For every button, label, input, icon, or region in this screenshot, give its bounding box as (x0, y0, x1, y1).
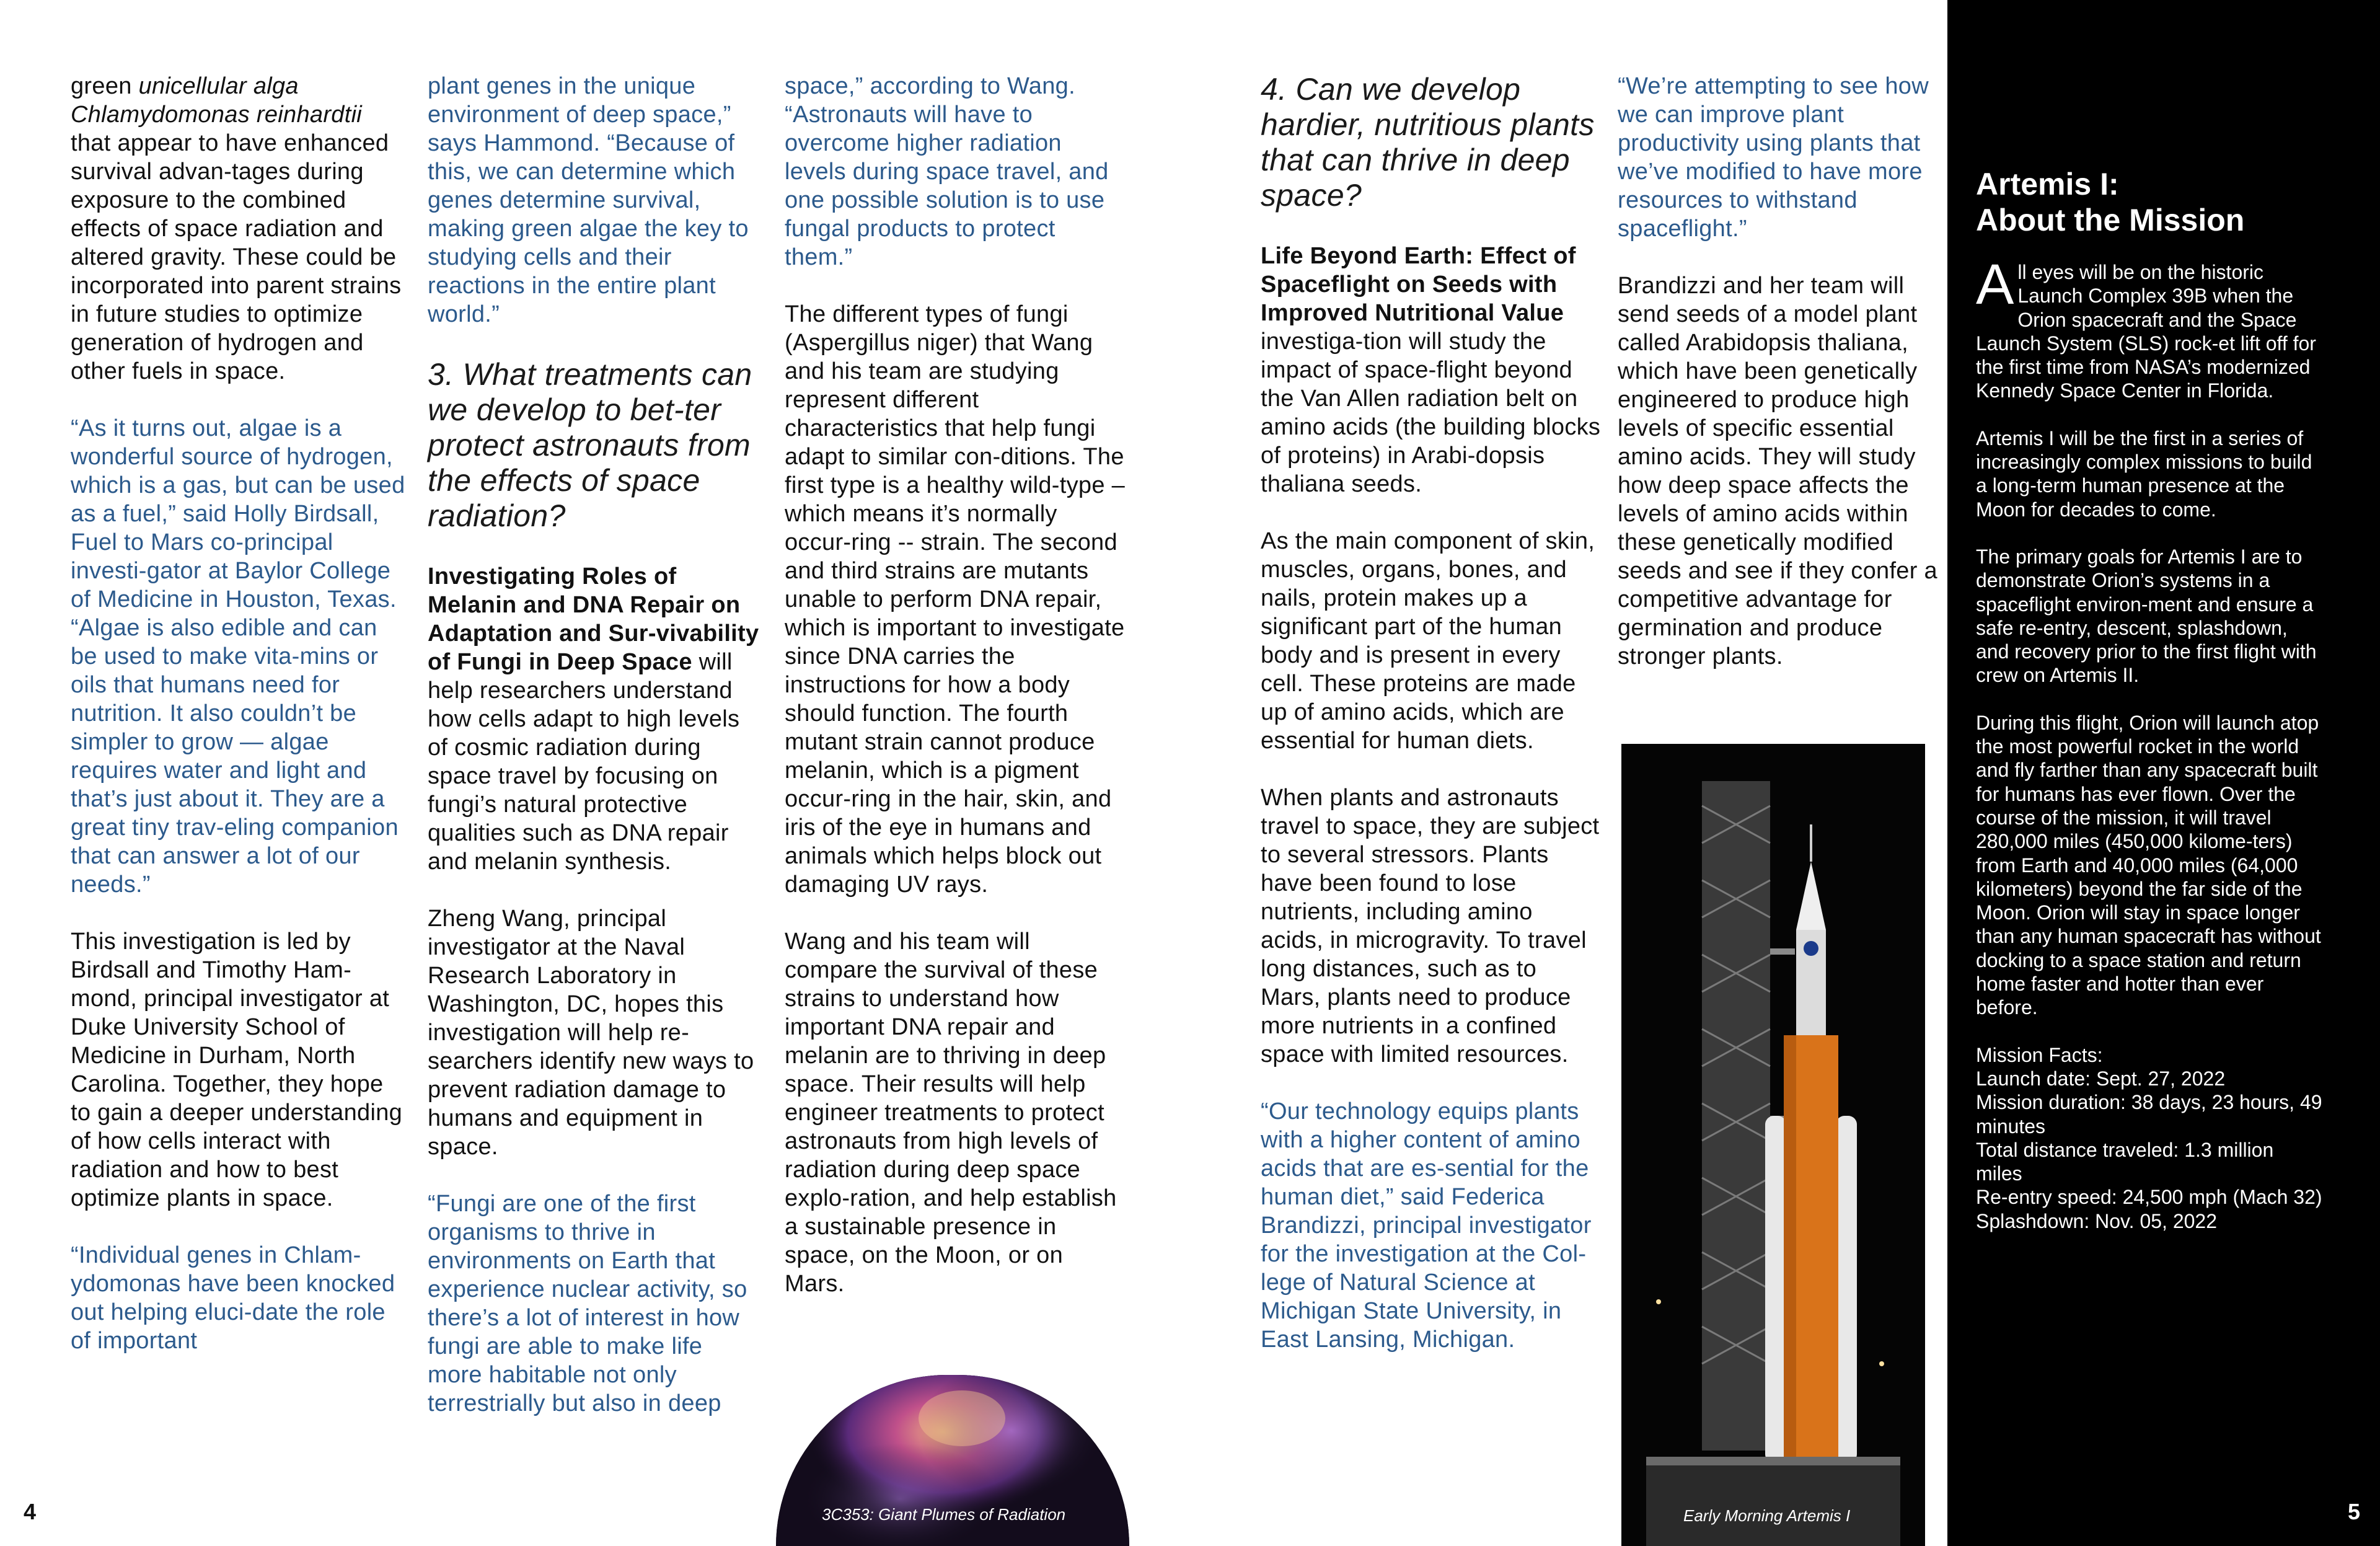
artemis-rocket-image (1621, 744, 1925, 1546)
body-paragraph: Wang and his team will compare the survival of these strains to understand how important DNA repair and melanin are to thriving in deep space. Their results will help engineer treatments to protect astronauts from high levels of radiation during deep space explo-ration, and help establish a sustainable presence in space, on the Moon, or on Mars. (785, 929, 1117, 1297)
quote-paragraph: space,” according to Wang. “Astronauts will have to overcome higher radiation levels during space travel, and one possible solution is to use fungal products to protect them.” (785, 73, 1109, 270)
mission-facts (1976, 1043, 2323, 1233)
artemis-sidebar (1947, 0, 2380, 1546)
mission-facts-title: Mission Facts: (1976, 1043, 2103, 1066)
body-paragraph: green unicellular alga Chlamydomonas reinhardtii that appear to have enhanced survival advan-tages during exposure to the combined effects of space radiation and altered gravity. These could be incorporated into parent strains in future studies to optimize generation of hydrogen and other fuels in space. (71, 73, 402, 384)
body-paragraph: Brandizzi and her team will send seeds of a model plant called Arabidopsis thaliana, which have been genetically engineered to produce high levels of specific essential amino acids. They will study how deep space affects the levels of amino acids within these genetically modified seeds and see if they confer a competitive advantage for germination and produce stronger plants. (1618, 273, 1937, 669)
body-paragraph: This investigation is led by Birdsall and Timothy Ham-mond, principal investigator at Duke University School of Medicine in Durham, North Carolina. Together, they hope to gain a deeper understanding of how cells interact with radiation and how to best optimize plants in space. (71, 929, 403, 1211)
mission-fact: Total distance traveled: 1.3 million miles (1976, 1138, 2274, 1185)
sidebar-paragraph: During this flight, Orion will launch atop the most powerful rocket in the world and fly farther than any spacecraft built for humans has ever flown. Over the course of the mission, it will travel 280,000 miles (450,000 kilome-ters) from Earth and 40,000 miles (64,000 kilometers) beyond the far side of the Moon. Orion will stay in space longer than any human spacecraft has without docking to a space station and return home faster and hotter than ever before. (1976, 711, 2321, 1019)
artemis-rocket-photo (1621, 744, 1925, 1546)
quote-paragraph: plant genes in the unique environment of deep space,” says Hammond. “Because of this, we can determine which genes determine survival, making green algae the key to studying cells and their reactions in the entire plant world.” (428, 73, 749, 327)
mission-fact: Launch date: Sept. 27, 2022 (1976, 1067, 2226, 1090)
sidebar-title: Artemis I: About the Mission (1976, 167, 2245, 237)
radiation-plumes-photo (776, 1375, 1129, 1546)
body-paragraph: Zheng Wang, principal investigator at the Naval Research Laboratory in Washington, DC, hopes this investigation will help re-searchers identify new ways to prevent radiation damage to humans and equipment in space. (428, 906, 754, 1160)
investigation-title: Investigating Roles of Melanin and DNA Repair on Adaptation and Sur-vivability of Fungi in Deep Space (428, 563, 759, 675)
quote-paragraph: “We’re attempting to see how we can improve plant productivity using plants that we’ve modified to have more resources to withstand spaceflight.” (1618, 73, 1929, 242)
column-1 (71, 72, 405, 1355)
page-number-left: 4 (24, 1499, 37, 1524)
quote-paragraph: “Our technology equips plants with a higher content of amino acids that are es-sential for the human diet,” said Federica Brandizzi, principal investigator for the investigation at the Col-lege of Natural Science at Michigan State University, in East Lansing, Michigan. (1261, 1098, 1592, 1353)
species-name: unicellular alga Chlamydomonas reinhardtii (71, 73, 363, 128)
sidebar-paragraph: All eyes will be on the historic Launch Complex 39B when the Orion spacecraft and the Space Launch System (SLS) rock-et lift off for the first time from NASA’s modernized Kennedy Space Center in Florida. (1976, 253, 2316, 402)
body-paragraph: The different types of fungi (Aspergillus niger) that Wang and his team are studying represent different characteristics that help fungi adapt to similar con-ditions. The first type is a healthy wild-type – which means it’s normally occur-ring -- strain. The second and third strains are mutants unable to perform DNA repair, which is important to investigate since DNA carries the instructions for how a body should function. The fourth mutant strain cannot produce melanin, which is a pigment occur-ring in the hair, skin, and iris of the eye in humans and animals which helps block out damaging UV rays. (785, 301, 1126, 898)
drop-cap: A (1976, 253, 2014, 316)
body-paragraph: Investigating Roles of Melanin and DNA Repair on Adaptation and Sur-vivability of Fungi in Deep Space will help researchers understand how cells adapt to high levels of cosmic radiation during space travel by focusing on fungi’s natural protective qualities such as DNA repair and melanin synthesis. (428, 563, 759, 875)
photo-caption: Early Morning Artemis I (1683, 1506, 1851, 1525)
body-paragraph: When plants and astronauts travel to space, they are subject to several stressors. Plants have been found to lose nutrients, including amino acids, in microgravity. To travel long distances, such as to Mars, plants need to produce more nutrients in a confined space with limited resources. (1261, 785, 1600, 1067)
sidebar-paragraph: Artemis I will be the first in a series of increasingly complex missions to build a long-term human presence at the Moon for decades to come. (1976, 426, 2312, 521)
quote-paragraph: “Fungi are one of the first organisms to thrive in environments on Earth that experience nuclear activity, so there’s a lot of interest in how fungi are able to make life more habitable not only terrestrially but also in deep (428, 1191, 747, 1416)
body-paragraph: Life Beyond Earth: Effect of Spaceflight on Seeds with Improved Nutritional Value investiga-tion will study the impact of space-flight beyond the Van Allen radiation belt on amino acids (the building blocks of proteins) in Arabi-dopsis thaliana seeds. (1261, 243, 1601, 497)
column-2 (428, 72, 762, 1418)
section-heading-4: 4. Can we develop hardier, nutritious plants that can thrive in deep space? (1261, 72, 1595, 213)
investigation-title: Life Beyond Earth: Effect of Spaceflight on Seeds with Improved Nutritional Value (1261, 243, 1576, 326)
body-paragraph: As the main component of skin, muscles, organs, bones, and nails, protein makes up a significant part of the human body and is present in every cell. These proteins are made up of amino acids, which are essential for human diets. (1261, 528, 1595, 754)
sidebar-body (1976, 253, 2323, 1233)
mission-fact: Splashdown: Nov. 05, 2022 (1976, 1209, 2217, 1232)
photo-caption: 3C353: Giant Plumes of Radiation (822, 1505, 1066, 1524)
mission-fact: Re-entry speed: 24,500 mph (Mach 32) (1976, 1186, 2322, 1209)
section-heading-3: 3. What treatments can we develop to bet-ter protect astronauts from the effects of space radiation? (428, 357, 752, 533)
column-4 (1261, 72, 1602, 1354)
quote-paragraph: “As it turns out, algae is a wonderful source of hydrogen, which is a gas, but can be used as a fuel,” said Holly Birdsall, Fuel to Mars co-principal investi-gator at Baylor College of Medicine in Houston, Texas. “Algae is also edible and can be used to make vita-mins or oils that humans need for nutrition. It also couldn’t be simpler to grow — algae requires water and light and that’s just about it. They are a great tiny trav-eling companion that can answer a lot of our needs.” (71, 415, 405, 898)
column-5 (1618, 72, 1946, 671)
column-3 (785, 72, 1126, 1298)
page-number-right: 5 (2348, 1499, 2361, 1524)
mission-fact: Mission duration: 38 days, 23 hours, 49 minutes (1976, 1091, 2322, 1137)
sidebar-paragraph: The primary goals for Artemis I are to demonstrate Orion’s systems in a spaceflight environ-ment and ensure a safe re-entry, descent, splashdown, and recovery prior to the first flight with crew on Artemis II. (1976, 545, 2317, 687)
quote-paragraph: “Individual genes in Chlam-ydomonas have been knocked out helping eluci-date the role of important (71, 1242, 395, 1354)
